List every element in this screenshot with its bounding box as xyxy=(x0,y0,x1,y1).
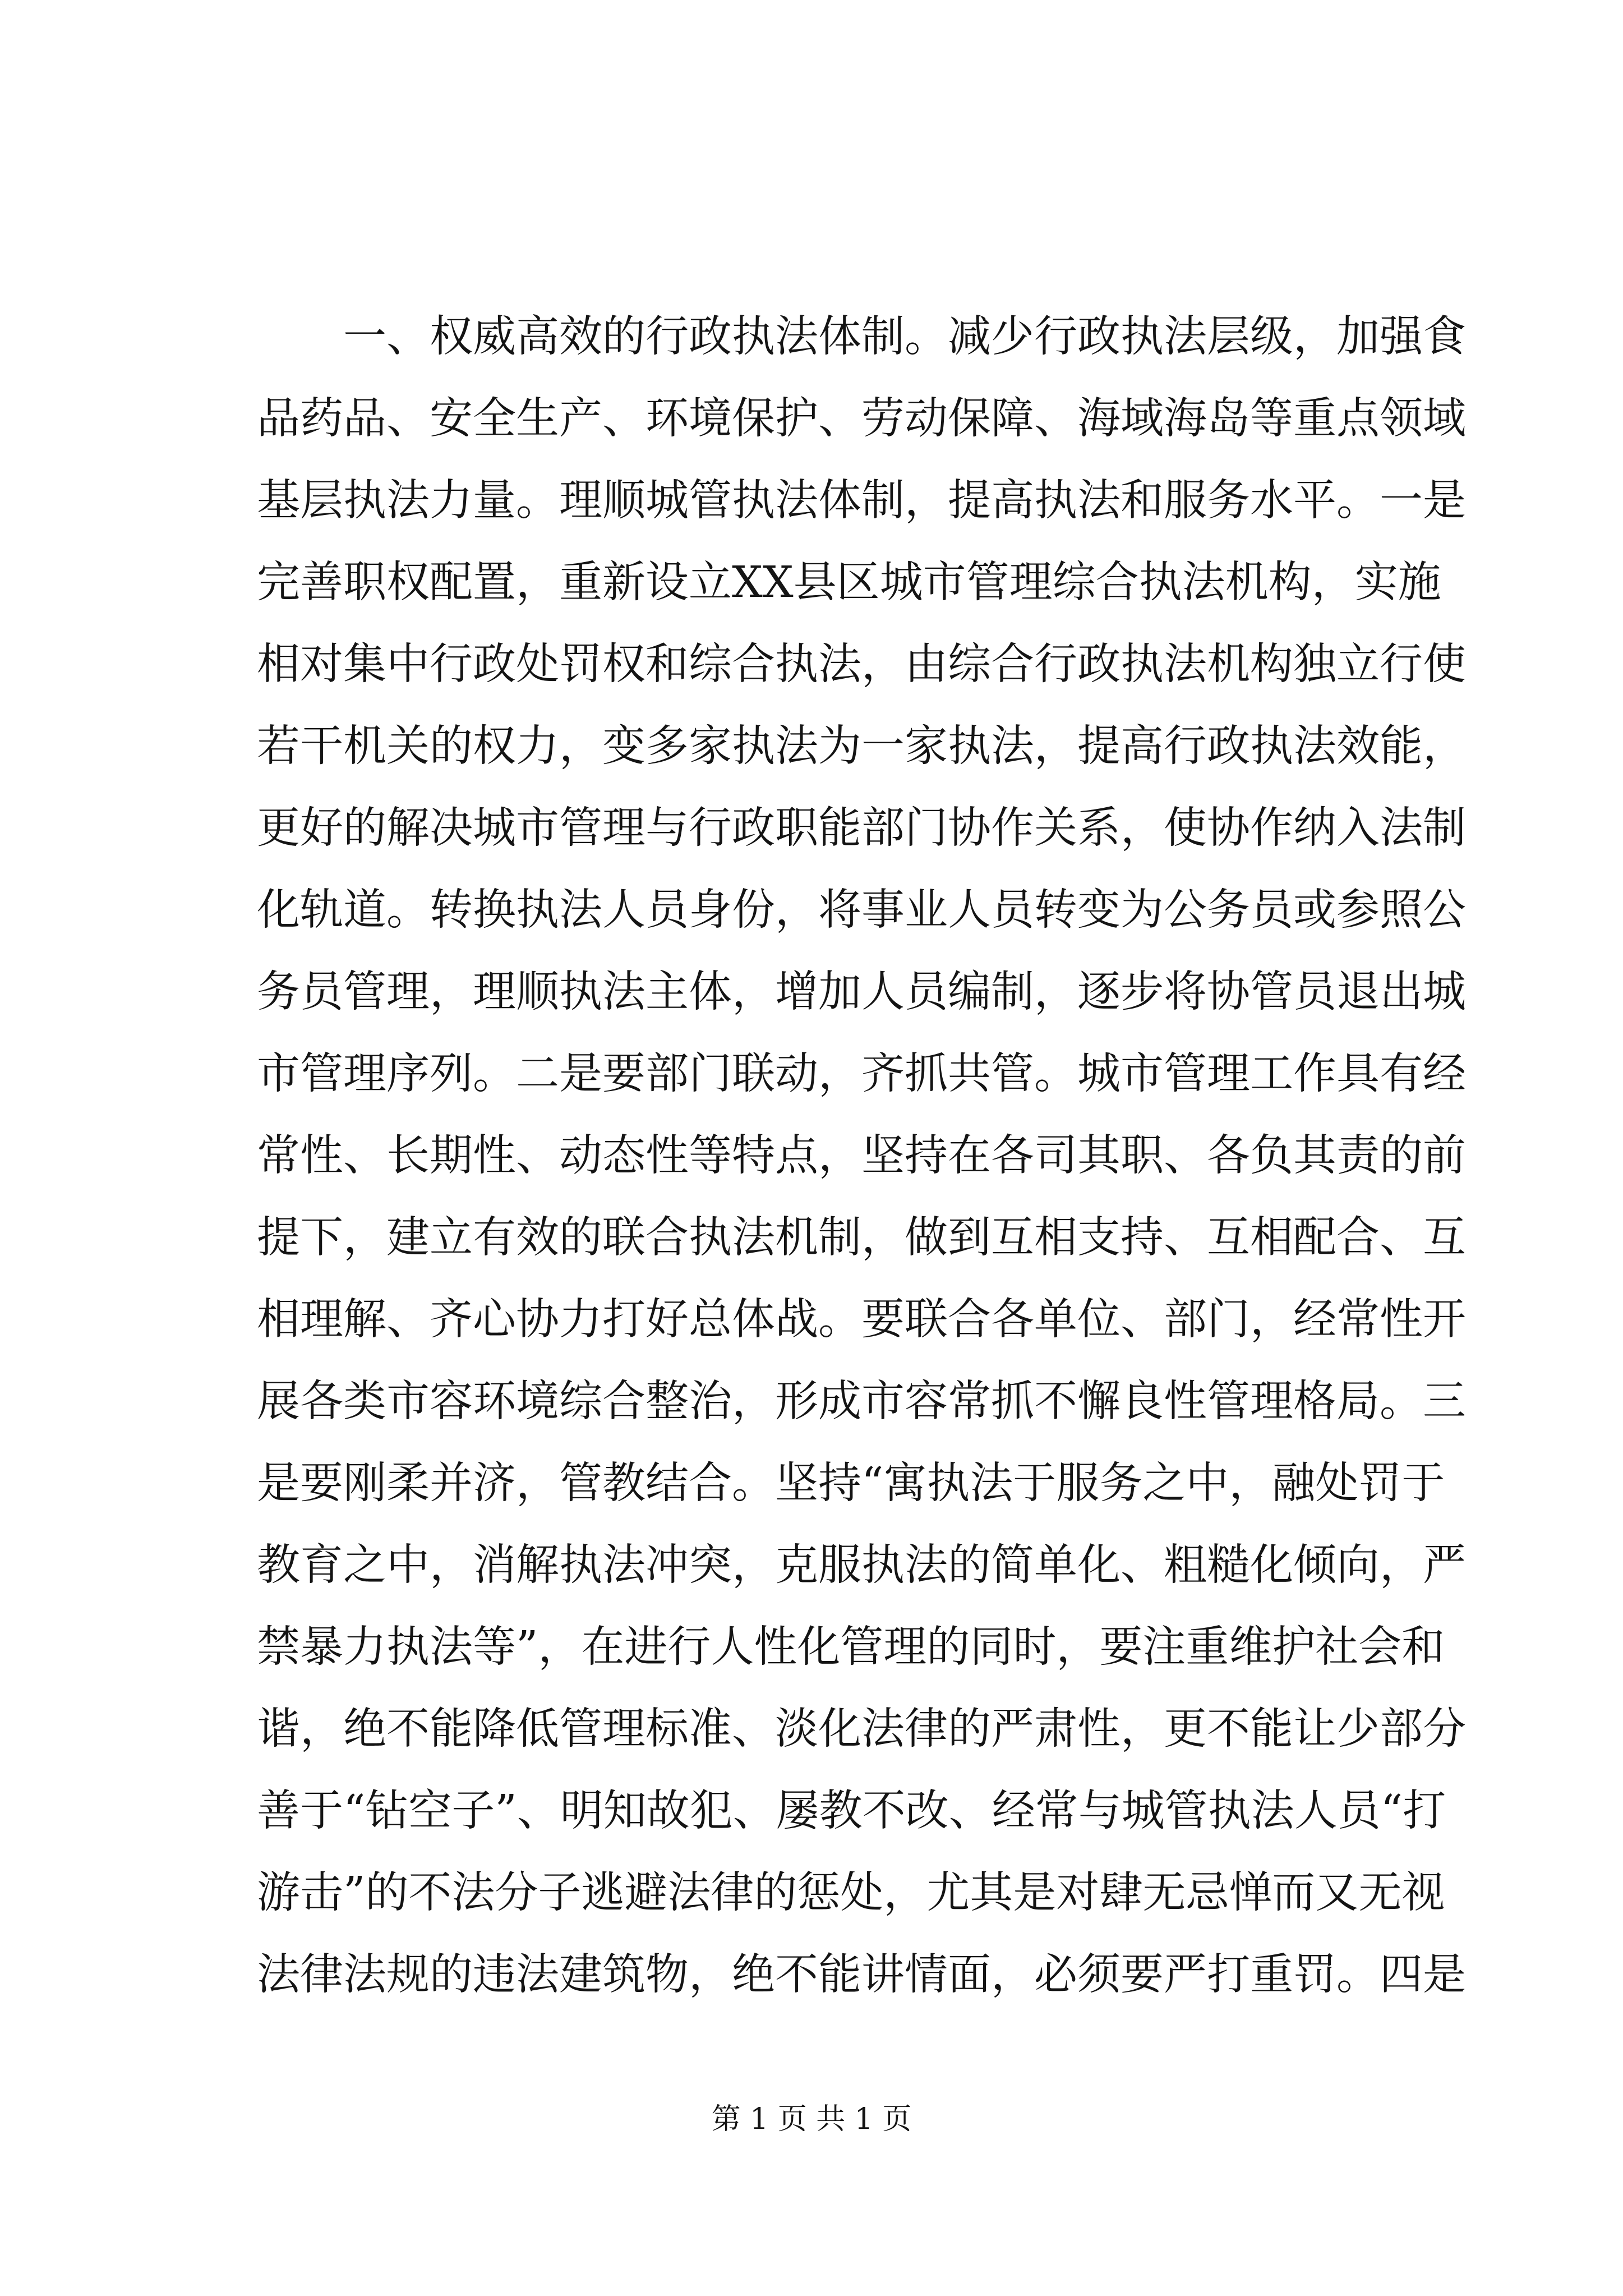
text-line: 相理解、齐心协力打好总体战。要联合各单位、部门，经常性开 xyxy=(257,1295,1466,1345)
text-line: 善于“钻空子”、明知故犯、屡教不改、经常与城管执法人员“打 xyxy=(257,1786,1446,1836)
text-line: 禁暴力执法等”，在进行人性化管理的同时，要注重维护社会和 xyxy=(257,1622,1445,1672)
text-line: 相对集中行政处罚权和综合执法，由综合行政执法机构独立行使 xyxy=(257,639,1466,689)
text-line: 完善职权配置，重新设立XX县区城市管理综合执法机构，实施 xyxy=(257,558,1441,608)
text-line: 市管理序列。二是要部门联动，齐抓共管。城市管理工作具有经 xyxy=(257,1049,1466,1099)
text-line: 务员管理，理顺执法主体，增加人员编制，逐步将协管员退出城 xyxy=(257,967,1466,1017)
text-line: 基层执法力量。理顺城管执法体制，提高执法和服务水平。一是 xyxy=(257,476,1466,526)
text-line: 展各类市容环境综合整治，形成市容常抓不懈良性管理格局。三 xyxy=(257,1377,1466,1427)
text-line: 一、权威高效的行政执法体制。减少行政执法层级，加强食 xyxy=(343,312,1466,362)
text-line: 游击”的不法分子逃避法律的惩处，尤其是对肆无忌惮而又无视 xyxy=(257,1868,1445,1918)
page-number-footer: 第 1 页 共 1 页 xyxy=(711,2102,912,2136)
text-line: 法律法规的违法建筑物，绝不能讲情面，必须要严打重罚。四是 xyxy=(257,1950,1466,2000)
text-line: 谐，绝不能降低管理标准、淡化法律的严肃性，更不能让少部分 xyxy=(257,1704,1466,1754)
text-line: 化轨道。转换执法人员身份，将事业人员转变为公务员或参照公 xyxy=(257,885,1466,935)
text-line: 品药品、安全生产、环境保护、劳动保障、海域海岛等重点领域 xyxy=(257,394,1466,444)
text-line: 更好的解决城市管理与行政职能部门协作关系，使协作纳入法制 xyxy=(257,803,1466,853)
text-line: 提下，建立有效的联合执法机制，做到互相支持、互相配合、互 xyxy=(257,1213,1466,1263)
body-paragraph xyxy=(257,296,1466,2016)
text-line: 教育之中，消解执法冲突，克服执法的简单化、粗糙化倾向，严 xyxy=(257,1540,1466,1590)
text-line: 常性、长期性、动态性等特点，坚持在各司其职、各负其责的前 xyxy=(257,1131,1466,1181)
text-line: 若干机关的权力，变多家执法为一家执法，提高行政执法效能， xyxy=(257,721,1466,771)
text-line: 是要刚柔并济，管教结合。坚持“寓执法于服务之中，融处罚于 xyxy=(257,1458,1445,1508)
